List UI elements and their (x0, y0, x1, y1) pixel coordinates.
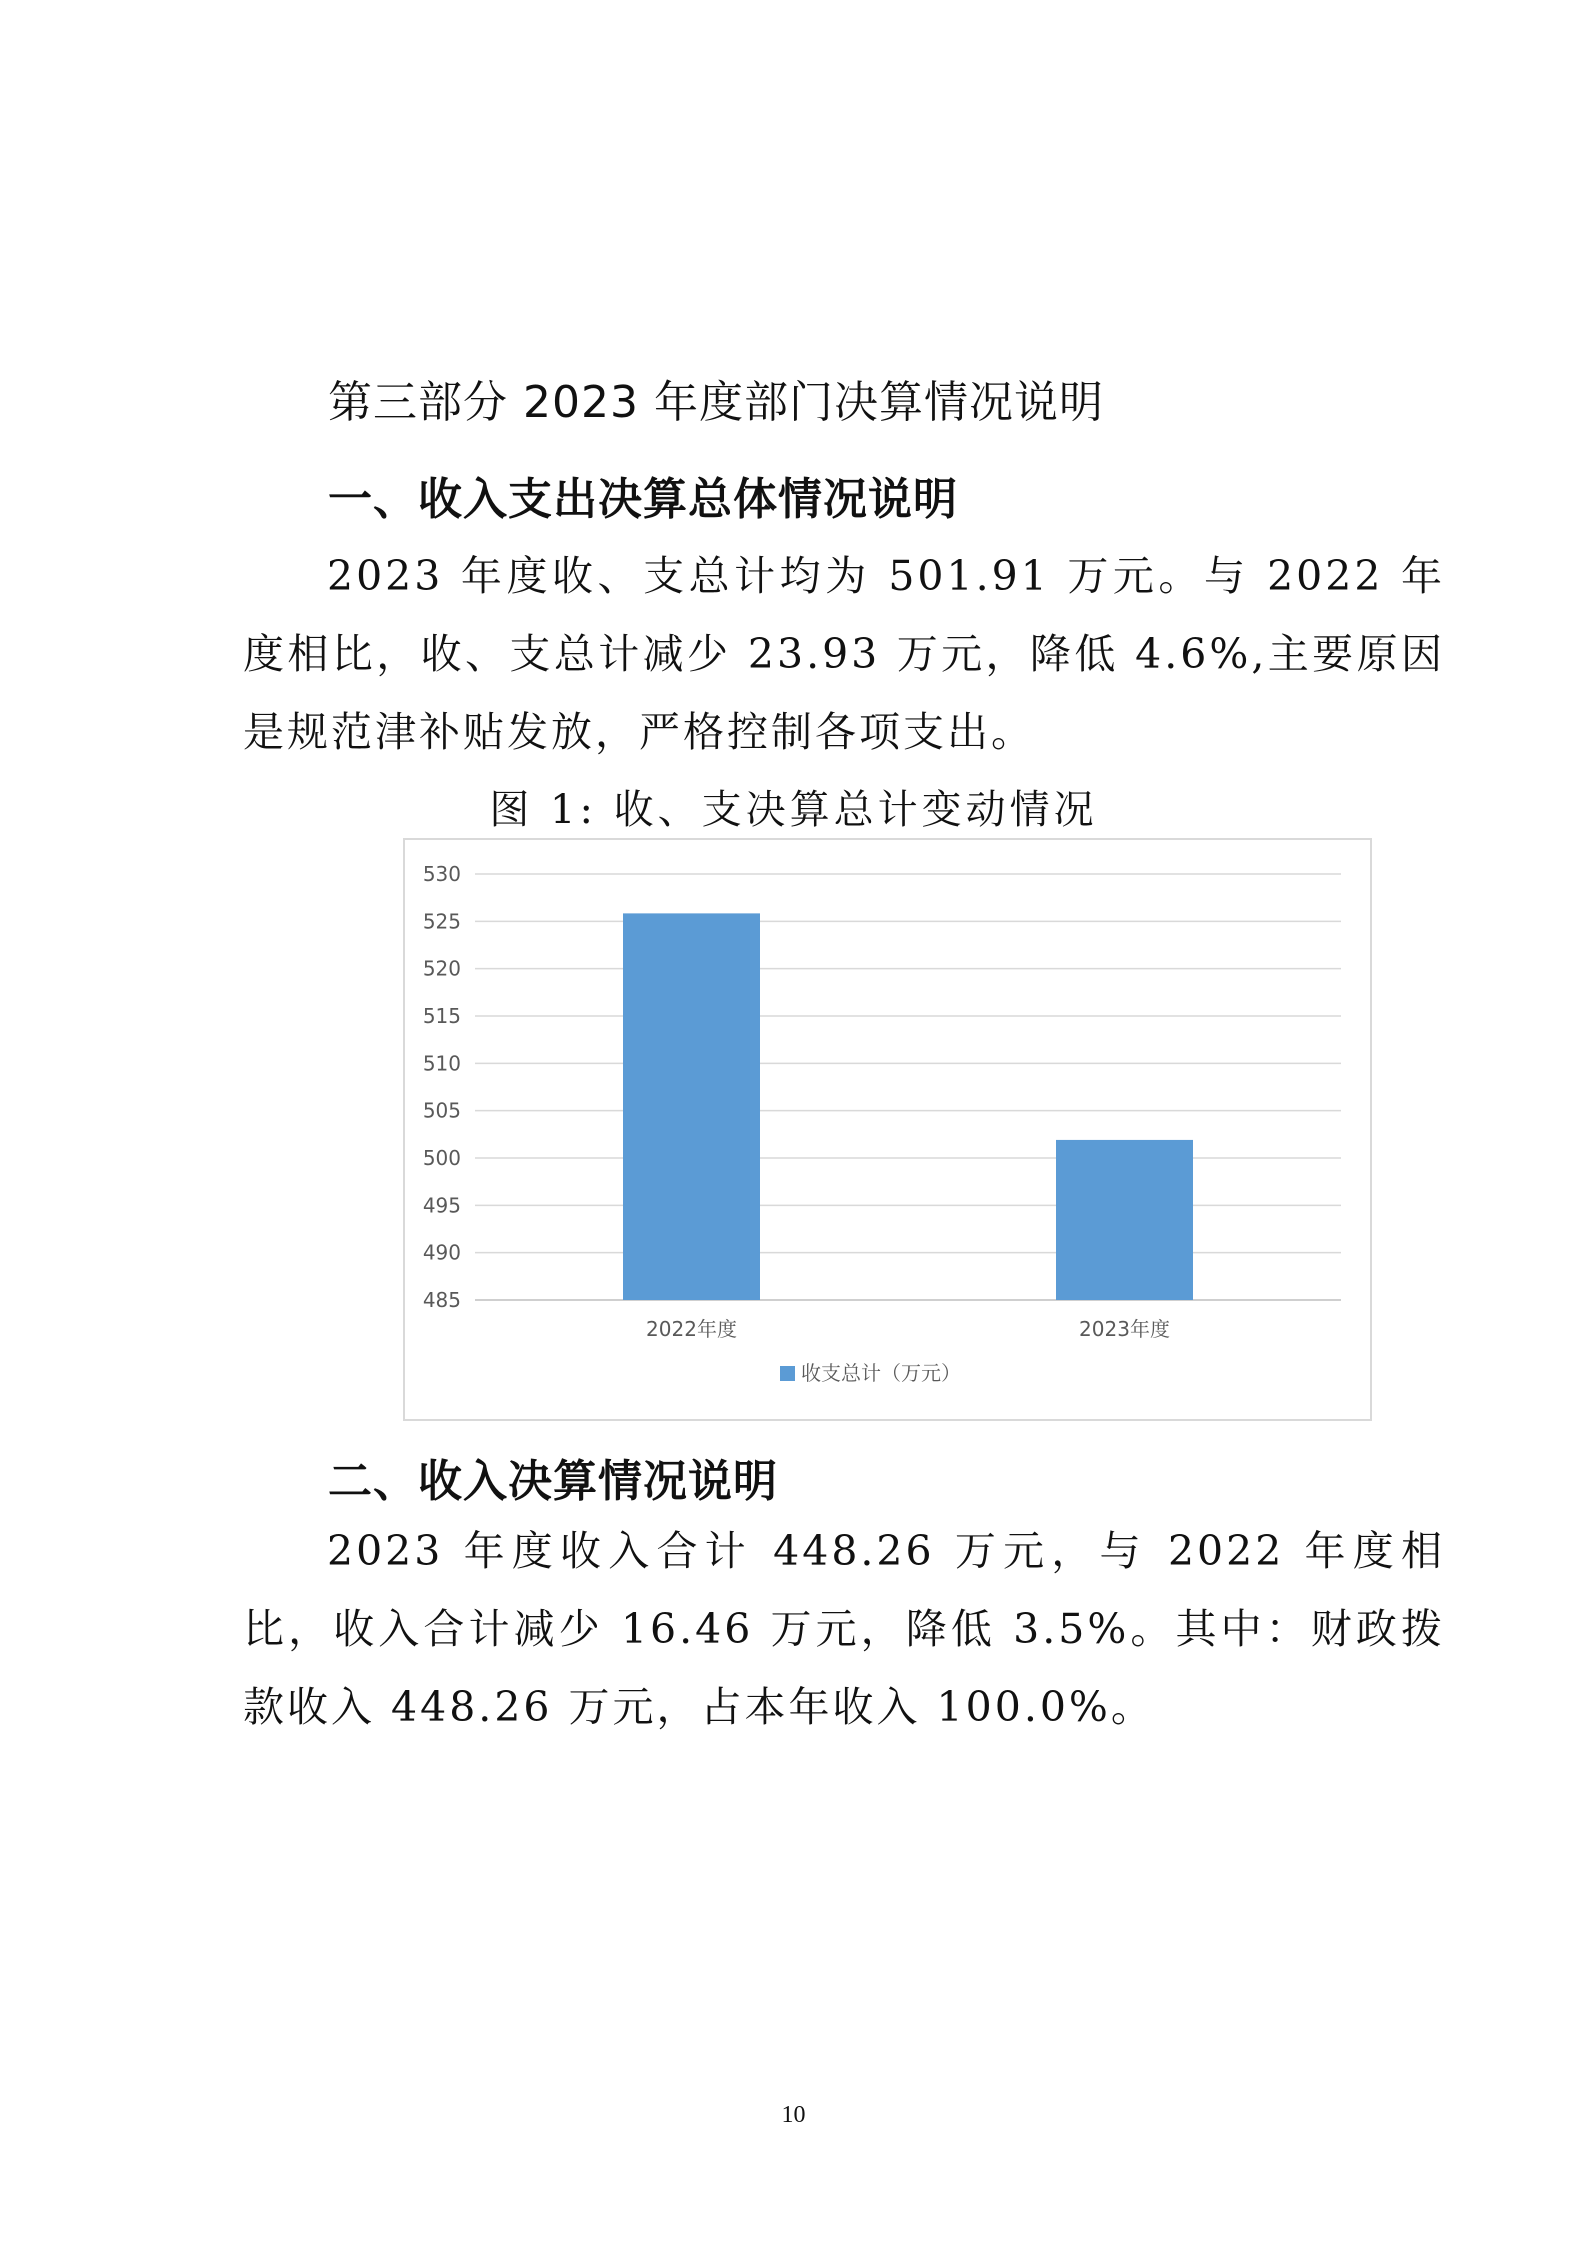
chart-container (403, 838, 1372, 1421)
y-tick-label: 485 (422, 1288, 461, 1312)
bar-chart (405, 840, 1370, 1419)
section-1-paragraph: 2023 年度收、支总计均为 501.91 万元。与 2022 年度相比，收、支总计减少 23.93 万元，降低 4.6%,主要原因是规范津补贴发放，严格控制各项支出。 (243, 552, 1445, 756)
legend-label: 收支总计（万元） (801, 1361, 961, 1385)
y-tick-label: 525 (422, 909, 461, 934)
y-tick-label: 490 (422, 1240, 461, 1265)
section-2-paragraph: 2023 年度收入合计 448.26 万元，与 2022 年度相比，收入合计减少 16.46 万元，降低 3.5%。其中：财政拨款收入 448.26 万元，占本年收入 100.0%。 (243, 1527, 1445, 1731)
y-tick-label: 500 (422, 1146, 461, 1170)
bar (623, 913, 760, 1300)
y-tick-label: 495 (422, 1193, 461, 1218)
y-tick-label: 520 (422, 956, 461, 981)
y-tick-label: 505 (422, 1098, 461, 1123)
page-number: 10 (781, 2102, 806, 2128)
legend-swatch (780, 1366, 795, 1381)
bar (1056, 1140, 1193, 1300)
part-title: 第三部分 2023 年度部门决算情况说明 (328, 377, 1104, 428)
y-tick-label: 515 (422, 1004, 461, 1028)
x-tick-label: 2023年度 (1079, 1317, 1170, 1341)
x-tick-label: 2022年度 (646, 1317, 737, 1341)
section-1-heading: 一、收入支出决算总体情况说明 (328, 474, 958, 525)
y-tick-label: 510 (422, 1051, 461, 1076)
y-tick-label: 530 (422, 862, 461, 886)
section-2-heading: 二、收入决算情况说明 (328, 1456, 778, 1507)
figure-caption: 图 1: 收、支决算总计变动情况 (489, 787, 1098, 833)
